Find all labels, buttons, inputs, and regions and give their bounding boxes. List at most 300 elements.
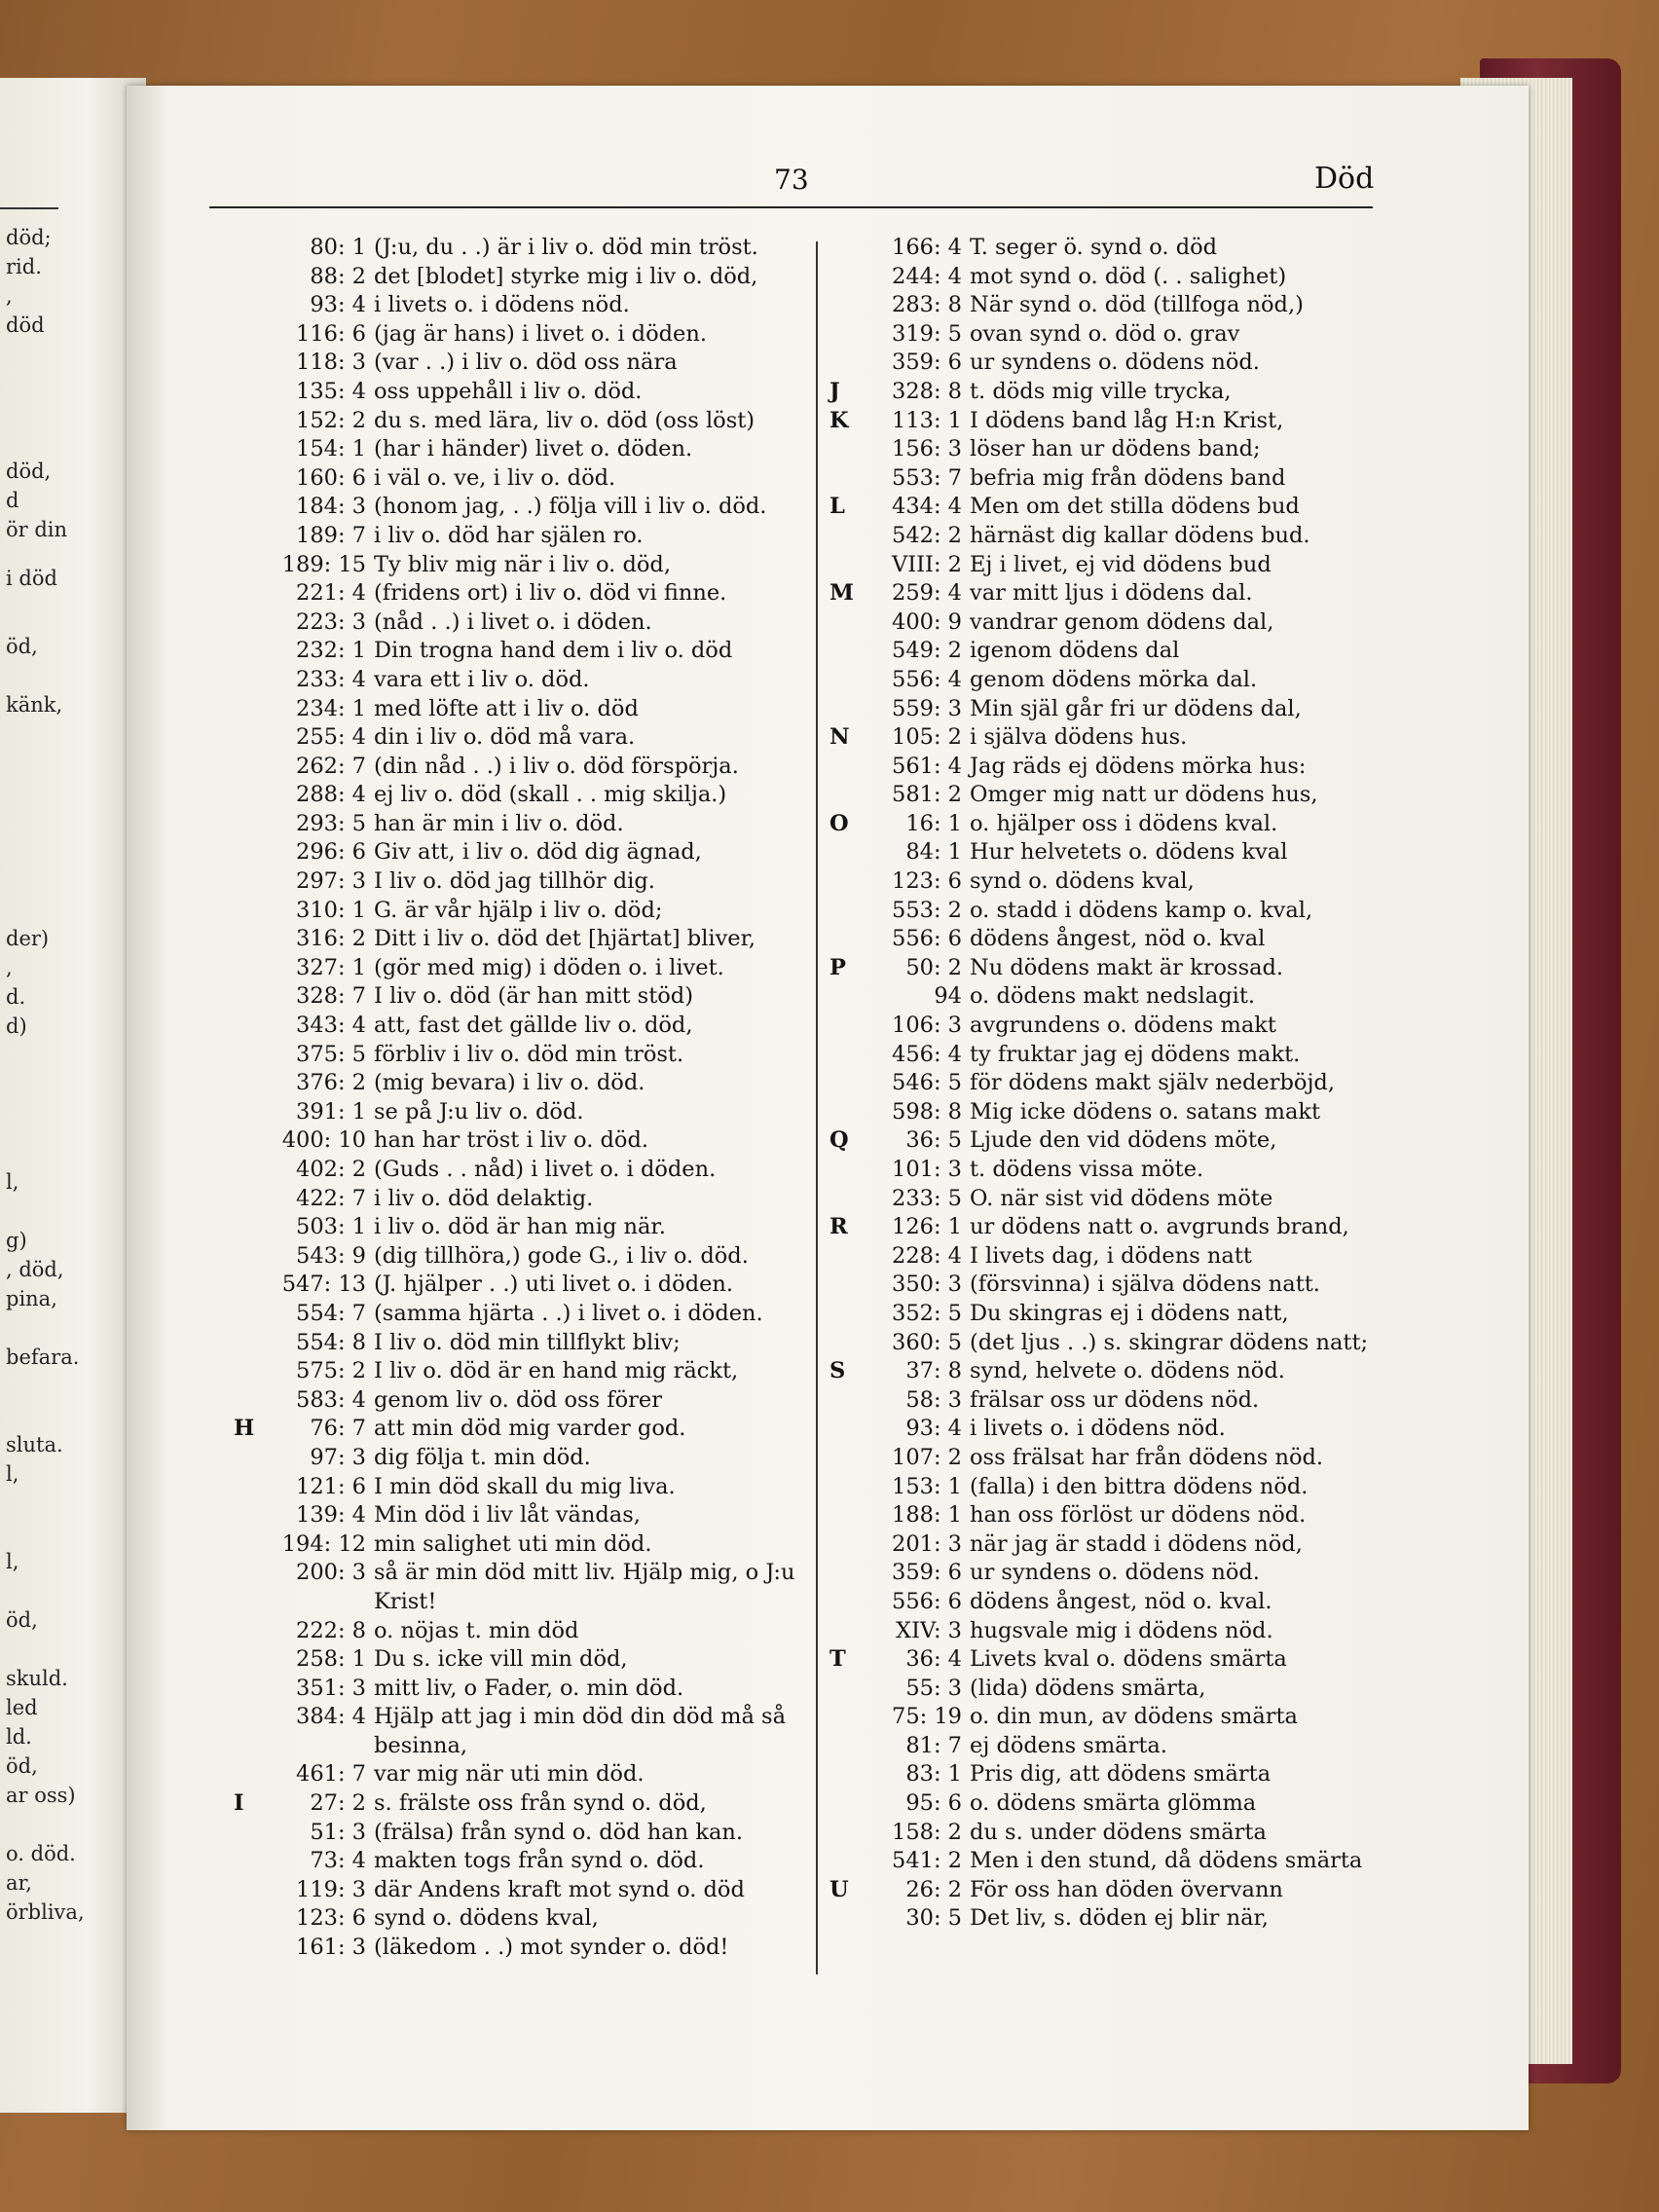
entry-text: (läkedom . .) mot synder o. död!	[374, 1935, 729, 1961]
section-letter	[234, 1847, 259, 1876]
section-letter	[830, 291, 855, 320]
hymn-reference: 319: 5	[892, 320, 962, 347]
section-letter	[830, 234, 855, 263]
section-letter	[830, 781, 855, 810]
index-entry	[234, 867, 803, 897]
section-letter	[830, 1012, 855, 1041]
section-letter	[234, 1444, 259, 1473]
index-entry	[830, 493, 1404, 522]
hymn-reference: 152: 2	[296, 407, 366, 433]
section-letter	[830, 1703, 855, 1732]
hymn-reference: 83: 1	[905, 1761, 962, 1788]
index-entry	[830, 1098, 1404, 1127]
entry-text: I liv o. död jag tillhör dig.	[374, 868, 655, 895]
index-entry	[234, 1703, 803, 1760]
hymn-reference: 156: 3	[892, 436, 962, 462]
section-letter	[234, 867, 259, 897]
hymn-reference: 233: 5	[892, 1185, 962, 1211]
entry-text: att min död mig varder god.	[374, 1416, 686, 1442]
index-entry	[234, 1934, 803, 1963]
hymn-reference: 184: 3	[296, 494, 366, 520]
section-letter	[234, 1041, 259, 1070]
section-letter	[830, 1242, 855, 1272]
hymn-reference: 223: 3	[296, 608, 366, 635]
hymn-reference: 262: 7	[296, 753, 366, 779]
hymn-reference: 598: 8	[892, 1098, 962, 1124]
section-letter	[830, 1819, 855, 1848]
section-letter	[830, 1617, 855, 1646]
entry-text: dig följa t. min död.	[374, 1444, 591, 1470]
section-letter	[234, 435, 259, 464]
left-page-text-fragment: d	[6, 489, 19, 512]
section-letter	[234, 608, 259, 638]
entry-text: oss frälsat har från dödens nöd.	[970, 1444, 1324, 1470]
hymn-reference: 126: 1	[892, 1214, 962, 1240]
entry-text: Du s. icke vill min död,	[374, 1646, 628, 1673]
index-entry	[830, 1069, 1404, 1098]
hymn-reference: 297: 3	[296, 868, 366, 895]
index-entry	[830, 1789, 1404, 1819]
entry-text: vara ett i liv o. död.	[374, 666, 590, 692]
hymn-reference: 461: 7	[296, 1761, 366, 1788]
index-entry	[830, 982, 1404, 1012]
hymn-reference: 255: 4	[296, 724, 366, 751]
index-entry	[234, 234, 803, 263]
section-letter: Q	[830, 1127, 849, 1154]
entry-text: din i liv o. död må vara.	[374, 724, 636, 751]
hymn-reference: 88: 2	[310, 263, 366, 289]
index-entry	[234, 1819, 803, 1848]
hymn-reference: 93: 4	[310, 292, 366, 318]
index-entry	[830, 349, 1404, 378]
section-letter	[234, 1645, 259, 1675]
index-entry	[234, 1789, 803, 1819]
index-entry	[830, 1300, 1404, 1329]
index-entry	[830, 1444, 1404, 1473]
entry-text: (gör med mig) i döden o. i livet.	[374, 954, 724, 980]
section-letter	[830, 1329, 855, 1358]
index-entry	[234, 1675, 803, 1704]
left-page-text-fragment: ör din	[6, 518, 68, 541]
hymn-reference: 359: 6	[892, 350, 962, 376]
entry-text: min salighet uti min död.	[374, 1530, 652, 1557]
hymn-reference: VIII: 2	[892, 551, 962, 577]
section-letter	[234, 1501, 259, 1530]
hymn-reference: 434: 4	[892, 494, 962, 520]
index-entry	[234, 838, 803, 867]
hymn-reference: 116: 6	[296, 320, 366, 347]
hymn-reference: 95: 6	[905, 1790, 962, 1817]
hymn-reference: 343: 4	[296, 1013, 366, 1039]
entry-text: att, fast det gällde liv o. död,	[374, 1013, 693, 1039]
index-entry	[234, 1126, 803, 1156]
entry-text: i väl o. ve, i liv o. död.	[374, 464, 616, 491]
hymn-reference: 51: 3	[310, 1819, 366, 1845]
hymn-reference: 75: 19	[892, 1704, 962, 1730]
entry-text: genom liv o. död oss förer	[374, 1386, 662, 1413]
entry-text: dödens ångest, nöd o. kval	[970, 926, 1266, 952]
hymn-reference: 188: 1	[892, 1502, 962, 1529]
section-letter	[830, 1156, 855, 1185]
entry-text: Ljude den vid dödens möte,	[970, 1127, 1277, 1154]
hymn-reference: 547: 13	[281, 1272, 366, 1298]
entry-text: löser han ur dödens band;	[970, 436, 1261, 462]
entry-text: (honom jag, . .) följa vill i liv o. död.	[374, 494, 767, 520]
left-page-text-fragment: befara.	[6, 1346, 80, 1369]
left-page-text-fragment: d)	[6, 1014, 27, 1038]
entry-text: (mig bevara) i liv o. död.	[374, 1070, 645, 1096]
hymn-reference: 400: 9	[892, 608, 962, 635]
entry-text: för dödens makt själv nederböjd,	[970, 1070, 1335, 1096]
entry-text: synd, helvete o. dödens nöd.	[970, 1358, 1285, 1384]
entry-text: hugsvale mig i dödens nöd.	[970, 1617, 1273, 1643]
section-letter: U	[830, 1876, 849, 1902]
section-letter	[830, 1300, 855, 1329]
section-letter	[830, 897, 855, 926]
section-letter	[234, 1069, 259, 1098]
hymn-reference: 556: 6	[892, 1588, 962, 1614]
section-letter	[830, 1760, 855, 1789]
section-letter: N	[830, 724, 850, 751]
hymn-reference: 189: 15	[281, 551, 366, 577]
hymn-reference: 360: 5	[892, 1329, 962, 1355]
entry-text: I liv o. död (är han mitt stöd)	[374, 983, 693, 1010]
entry-text: (J. hjälper . .) uti livet o. i döden.	[374, 1272, 734, 1298]
index-entry	[830, 234, 1404, 263]
index-entry	[830, 1819, 1404, 1848]
index-entry	[830, 1904, 1404, 1934]
hymn-reference: 327: 1	[296, 954, 366, 980]
index-entry	[234, 897, 803, 926]
entry-text: ur dödens natt o. avgrunds brand,	[970, 1214, 1349, 1240]
section-letter	[234, 781, 259, 810]
hymn-reference: 105: 2	[892, 724, 962, 751]
section-letter	[234, 551, 259, 580]
section-letter	[234, 982, 259, 1012]
entry-text: (lida) dödens smärta,	[970, 1675, 1206, 1701]
entry-text: Ty bliv mig när i liv o. död,	[374, 551, 671, 577]
hymn-reference: 222: 8	[296, 1617, 366, 1643]
index-entry	[830, 838, 1404, 867]
hymn-reference: 50: 2	[905, 954, 962, 980]
entry-text: (falla) i den bittra dödens nöd.	[970, 1473, 1309, 1499]
hymn-reference: 97: 3	[310, 1444, 366, 1470]
entry-text: var mitt ljus i dödens dal.	[970, 580, 1253, 607]
index-entry	[830, 1386, 1404, 1416]
left-page-text-fragment: d.	[6, 985, 26, 1009]
index-entry	[830, 1501, 1404, 1530]
hymn-reference: 106: 3	[892, 1013, 962, 1039]
section-letter	[234, 1617, 259, 1646]
entry-text: T. seger ö. synd o. död	[970, 235, 1218, 260]
index-entry	[234, 723, 803, 753]
entry-text: i liv o. död delaktig.	[374, 1185, 594, 1211]
hymn-reference: 118: 3	[296, 350, 366, 376]
entry-text: o. din mun, av dödens smärta	[970, 1704, 1298, 1730]
left-page-text-fragment: skuld.	[6, 1667, 68, 1690]
entry-text: vandrar genom dödens dal,	[970, 608, 1274, 635]
section-letter	[234, 579, 259, 608]
hymn-reference: 402: 2	[296, 1157, 366, 1182]
entry-text: Men om det stilla dödens bud	[970, 494, 1300, 520]
index-column-left	[234, 234, 803, 1963]
index-entry	[234, 1501, 803, 1530]
section-letter	[234, 1703, 259, 1760]
hymn-reference: 36: 4	[905, 1646, 962, 1673]
section-letter: P	[830, 954, 846, 980]
hymn-reference: 123: 6	[296, 1905, 366, 1932]
hymn-reference: 283: 8	[892, 292, 962, 318]
left-page-text-fragment: död	[6, 313, 45, 337]
hymn-reference: 232: 1	[296, 638, 366, 664]
hymn-reference: 310: 1	[296, 897, 366, 923]
index-entry	[234, 925, 803, 954]
entry-text: ej liv o. död (skall . . mig skilja.)	[374, 782, 727, 808]
entry-text: För oss han döden övervann	[970, 1876, 1283, 1902]
section-letter	[830, 1271, 855, 1300]
index-entry	[830, 954, 1404, 983]
hymn-reference: 81: 7	[905, 1732, 962, 1758]
left-page-text-fragment: led	[6, 1696, 38, 1719]
index-entry	[234, 435, 803, 464]
hymn-reference: 121: 6	[296, 1473, 366, 1499]
hymn-reference: 154: 1	[296, 436, 366, 462]
section-letter	[234, 1934, 259, 1963]
left-page-text-fragment: o. död.	[6, 1842, 76, 1865]
entry-text: t. döds mig ville trycka,	[970, 378, 1232, 404]
section-letter	[234, 522, 259, 551]
hymn-reference: 391: 1	[296, 1098, 366, 1124]
section-letter	[830, 1675, 855, 1704]
index-entry	[234, 464, 803, 494]
index-entry	[830, 1185, 1404, 1214]
hymn-reference: 189: 7	[296, 522, 366, 548]
entry-text: i livets o. i dödens nöd.	[970, 1416, 1226, 1442]
entry-text: synd o. dödens kval,	[970, 868, 1195, 895]
left-page-text-fragment: död,	[6, 460, 52, 483]
index-entry	[830, 925, 1404, 954]
section-letter	[234, 1386, 259, 1416]
left-page-text-fragment: öd,	[6, 1754, 38, 1778]
index-entry	[830, 723, 1404, 753]
entry-text: o. dödens smärta glömma	[970, 1790, 1257, 1817]
entry-text: o. nöjas t. min död	[374, 1617, 579, 1643]
index-entry	[830, 1213, 1404, 1242]
hymn-reference: 542: 2	[892, 522, 962, 548]
hymn-reference: 113: 1	[892, 407, 962, 433]
hymn-reference: 561: 4	[892, 753, 962, 779]
section-letter	[234, 838, 259, 867]
section-letter	[830, 695, 855, 724]
index-entry	[830, 695, 1404, 724]
entry-text: Livets kval o. dödens smärta	[970, 1646, 1287, 1673]
left-page-text-fragment: ,	[6, 284, 13, 308]
index-entry	[830, 263, 1404, 292]
index-entry	[234, 522, 803, 551]
hymn-reference: 554: 7	[296, 1300, 366, 1326]
hymn-reference: 161: 3	[296, 1935, 366, 1961]
index-entry	[234, 579, 803, 608]
index-entry	[830, 1588, 1404, 1617]
hymn-reference: 581: 2	[892, 782, 962, 808]
index-entry	[234, 1559, 803, 1616]
section-letter	[830, 1530, 855, 1560]
entry-text: han oss förlöst ur dödens nöd.	[970, 1502, 1307, 1529]
hymn-reference: 166: 4	[892, 235, 962, 260]
section-letter	[830, 522, 855, 551]
index-entry	[234, 1069, 803, 1098]
section-letter	[234, 407, 259, 436]
index-entry	[830, 407, 1404, 436]
section-letter	[830, 464, 855, 494]
entry-text: (har i händer) livet o. döden.	[374, 436, 693, 462]
hymn-reference: 244: 4	[892, 263, 962, 289]
entry-text: i liv o. död har själen ro.	[374, 522, 644, 548]
entry-text: frälsar oss ur dödens nöd.	[970, 1386, 1260, 1413]
section-letter	[234, 378, 259, 407]
left-page-text-fragment: rid.	[6, 255, 42, 278]
index-entry	[830, 867, 1404, 897]
hymn-reference: 546: 5	[892, 1070, 962, 1096]
hymn-reference: 503: 1	[296, 1214, 366, 1240]
index-entry	[830, 1357, 1404, 1386]
hymn-reference: 84: 1	[905, 839, 962, 866]
left-page-text-fragment: ar oss)	[6, 1784, 76, 1807]
section-letter	[234, 1876, 259, 1905]
hymn-reference: 94	[934, 983, 962, 1010]
index-entry	[830, 1675, 1404, 1704]
index-entry	[830, 1041, 1404, 1070]
entry-text: Ditt i liv o. död det [hjärtat] bliver,	[374, 926, 756, 952]
hymn-reference: 288: 4	[296, 782, 366, 808]
section-letter	[830, 320, 855, 350]
entry-text: Nu dödens makt är krossad.	[970, 954, 1284, 980]
entry-text: Min död i liv låt vändas,	[374, 1502, 641, 1529]
hymn-reference: 123: 6	[892, 868, 962, 895]
index-entry	[234, 1530, 803, 1560]
index-entry	[234, 407, 803, 436]
entry-text: (Guds . . nåd) i livet o. i döden.	[374, 1157, 717, 1182]
entry-text: Min själ går fri ur dödens dal,	[970, 695, 1302, 721]
hymn-reference: 575: 2	[296, 1358, 366, 1384]
index-entry	[234, 982, 803, 1012]
index-entry	[234, 1156, 803, 1185]
index-entry	[830, 1847, 1404, 1876]
left-page-text-fragment: l,	[6, 1462, 19, 1486]
section-letter	[830, 1559, 855, 1588]
entry-text: o. stadd i dödens kamp o. kval,	[970, 897, 1313, 923]
hymn-reference: 200: 3	[296, 1560, 366, 1586]
entry-text: Du skingras ej i dödens natt,	[970, 1300, 1289, 1326]
index-entry	[830, 1415, 1404, 1444]
hymn-reference: 328: 8	[892, 378, 962, 404]
section-letter	[830, 1098, 855, 1127]
section-letter	[830, 349, 855, 378]
entry-text: ur syndens o. dödens nöd.	[970, 1560, 1260, 1586]
index-entry	[830, 1012, 1404, 1041]
index-entry	[830, 1156, 1404, 1185]
entry-text: (frälsa) från synd o. död han kan.	[374, 1819, 744, 1845]
index-entry	[234, 1444, 803, 1473]
section-letter	[234, 1156, 259, 1185]
section-letter	[830, 1415, 855, 1444]
section-letter	[234, 897, 259, 926]
hymn-reference: 359: 6	[892, 1560, 962, 1586]
section-letter	[234, 1473, 259, 1502]
section-letter	[830, 1904, 855, 1934]
section-letter	[234, 1300, 259, 1329]
section-letter	[830, 608, 855, 638]
entry-text: han är min i liv o. död.	[374, 810, 624, 836]
section-letter	[234, 1012, 259, 1041]
entry-text: i själva dödens hus.	[970, 724, 1188, 751]
index-entry	[234, 695, 803, 724]
section-letter	[830, 1473, 855, 1502]
hymn-reference: 93: 4	[905, 1416, 962, 1442]
section-letter	[234, 291, 259, 320]
entry-text: förbliv i liv o. död min tröst.	[374, 1041, 684, 1067]
entry-text: härnäst dig kallar dödens bud.	[970, 522, 1310, 548]
section-letter	[830, 753, 855, 782]
hymn-reference: 153: 1	[892, 1473, 962, 1499]
index-entry	[234, 954, 803, 983]
entry-text: (var . .) i liv o. död oss nära	[374, 350, 678, 376]
hymn-reference: 139: 4	[296, 1502, 366, 1529]
entry-text: (nåd . .) i livet o. i döden.	[374, 608, 652, 635]
section-letter	[830, 925, 855, 954]
section-letter	[830, 838, 855, 867]
entry-text: så är min död mitt liv. Hjälp mig, o J:u Krist!	[374, 1560, 795, 1614]
hymn-reference: 76: 7	[310, 1416, 366, 1442]
entry-text: synd o. dödens kval,	[374, 1905, 599, 1932]
section-letter	[830, 1185, 855, 1214]
hymn-reference: 228: 4	[892, 1242, 962, 1269]
hymn-reference: 58: 3	[905, 1386, 962, 1413]
index-entry	[234, 781, 803, 810]
hymn-reference: 55: 3	[905, 1675, 962, 1701]
section-letter	[234, 810, 259, 839]
hymn-reference: 375: 5	[296, 1041, 366, 1067]
entry-text: Jag räds ej dödens mörka hus:	[970, 753, 1307, 779]
hymn-reference: 259: 4	[892, 580, 962, 607]
entry-text: du s. med lära, liv o. död (oss löst)	[374, 407, 756, 433]
section-letter	[830, 1847, 855, 1876]
hymn-reference: 400: 10	[281, 1127, 366, 1154]
section-letter	[234, 349, 259, 378]
entry-text: oss uppehåll i liv o. död.	[374, 378, 643, 404]
section-letter: R	[830, 1214, 848, 1240]
section-letter	[830, 1069, 855, 1098]
index-entry	[830, 551, 1404, 580]
index-entry	[234, 753, 803, 782]
left-page-text-fragment: ,	[6, 956, 13, 979]
entry-text: När synd o. död (tillfoga nöd,)	[970, 292, 1304, 318]
section-letter	[830, 666, 855, 695]
hymn-reference: 553: 7	[892, 464, 962, 491]
index-entry	[234, 551, 803, 580]
hymn-reference: 376: 2	[296, 1070, 366, 1096]
hymn-reference: 559: 3	[892, 695, 962, 721]
entry-text: (samma hjärta . .) i livet o. i döden.	[374, 1300, 763, 1326]
section-letter	[830, 1732, 855, 1761]
section-letter	[234, 666, 259, 695]
entry-text: i liv o. död är han mig när.	[374, 1214, 666, 1240]
index-entry	[830, 522, 1404, 551]
section-letter	[830, 1386, 855, 1416]
index-entry	[830, 608, 1404, 638]
index-entry	[234, 637, 803, 666]
entry-text: I liv o. död är en hand mig räckt,	[374, 1358, 739, 1384]
